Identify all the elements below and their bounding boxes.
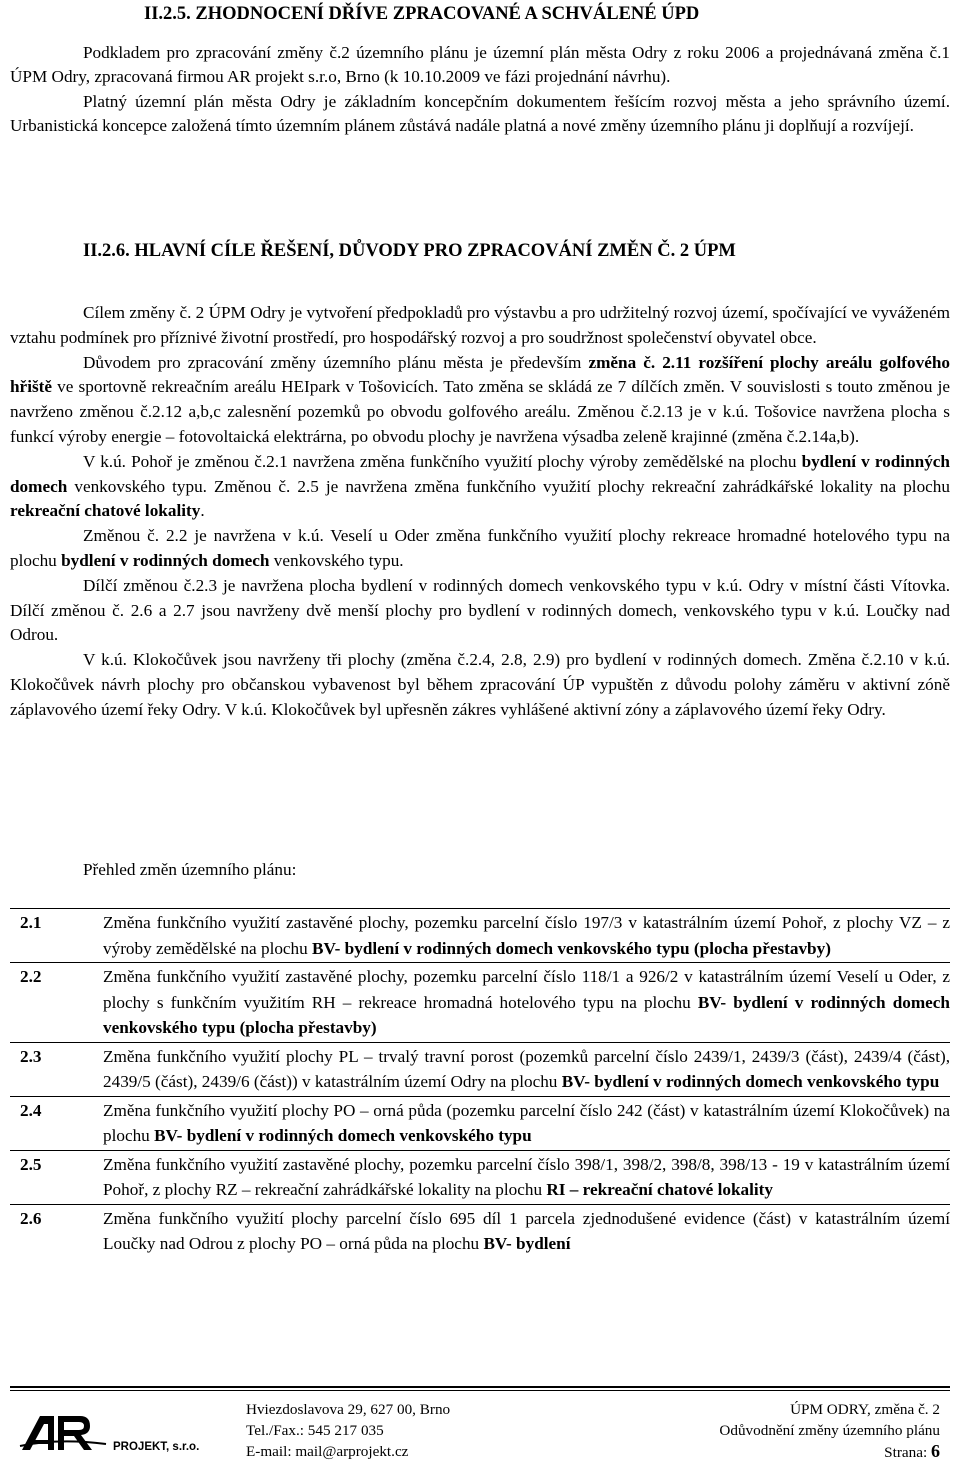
section-2-5-body <box>10 41 950 139</box>
paragraph: Podkladem pro zpracování změny č.2 územního plánu je územní plán města Odry z roku 2006 a projednávaná změna č.1 ÚPM Odry, zpracovaná firmou AR projekt s.r.o, Brno (k 10.10.2009 ve fázi projednání návrhu). <box>10 43 950 87</box>
paragraph: Cílem změny č. 2 ÚPM Odry je vytvoření předpokladů pro výstavbu a pro udržitelný rozvoj území, spočívající ve vyváženém vztahu podmínek pro příznivé životní prostředí, pro hospodářský rozvoj a pro soudržnost společenství obyvatel obce. <box>10 303 950 347</box>
change-description: Změna funkčního využití zastavěné plochy, pozemku parcelní číslo 118/1 a 926/2 v katastrálním území Veselí u Oder, z plochy s funkčním využitím RH – rekreace hromadná hotelového typu na plochu BV- bydlení v rodinných domech venkovského typu (plocha přestavby) <box>103 967 950 1037</box>
change-number: 2.1 <box>20 913 42 932</box>
change-description: Změna funkčního využití zastavěné plochy, pozemku parcelní číslo 197/3 v katastrálním území Pohoř, z plochy VZ – z výroby zemědělské na plochu BV- bydlení v rodinných domech venkovského typu (plocha přestavby) <box>103 913 950 958</box>
change-row <box>10 963 950 1043</box>
phone-line: Tel./Fax.: 545 217 035 <box>246 1422 384 1439</box>
footer-divider <box>10 1390 950 1391</box>
overview-label: Přehled změn územního plánu: <box>83 860 297 879</box>
footer-divider <box>10 1386 950 1388</box>
section-2-6-body <box>10 301 950 723</box>
company-logo <box>18 1410 208 1455</box>
paragraph: Důvodem pro zpracování změny územního plánu města je především změna č. 2.11 rozšíření plochy areálu golfového hřiště ve sportovně rekreačním areálu HEIpark v Tošovicích. Tato změna se skládá ze 7 dílčích změn. V souvislosti s touto změnou je navrženo změnou č.2.12 a,b,c zalesnění pozemků po obvodu golfového areálu. Změnou č.2.13 je v k.ú. Tošovice navržena plocha s funkcí výroby energie – fotovoltaická elektrárna, po obvodu plochy je navržena výsadba zeleně krajinné (změna č.2.14a,b). <box>10 352 950 446</box>
change-number: 2.2 <box>20 967 42 986</box>
change-number: 2.6 <box>20 1208 42 1228</box>
change-description: Změna funkčního využití plochy PO – orná půda (pozemku parcelní číslo 242 (část) v katastrálním území Klokočůvek) na plochu BV- bydlení v rodinných domech venkovského typu <box>103 1100 950 1145</box>
address-line: Hviezdoslavova 29, 627 00, Brno <box>246 1401 451 1418</box>
change-row <box>10 1204 950 1258</box>
paragraph: V k.ú. Pohoř je změnou č.2.1 navržena změna funkčního využití plochy výroby zemědělské na plochu bydlení v rodinných domech venkovského typu. Změnou č. 2.5 je navržena změna funkčního využití plochy rekreační zahrádkářské lokality na plochu rekreační chatové lokality. <box>10 451 950 521</box>
section-heading-2-5: II.2.5. ZHODNOCENÍ DŘÍVE ZPRACOVANÉ A SCHVÁLENÉ ÚPD <box>144 4 700 24</box>
change-row <box>10 909 950 963</box>
change-description: Změna funkčního využití plochy PL – trvalý travní porost (pozemků parcelní číslo 2439/1, 2439/3 (část), 2439/4 (část), 2439/5 (část), 2439/6 (část)) v katastrálním území Odry na plochu BV- bydlení v rodinných domech venkovského typu <box>103 1046 950 1091</box>
change-row <box>10 1150 950 1204</box>
paragraph: V k.ú. Klokočůvek jsou navrženy tři plochy (změna č.2.4, 2.8, 2.9) pro bydlení v rodinných domech. Změna č.2.10 v k.ú. Klokočůvek návrh plochy pro občanskou vybavenost byl během zpracování ÚP vypuštěn z důvodu polohy záměru v aktivní zóně záplavového území řeky Odry. V k.ú. Klokočůvek byl upřesněn zákres vyhlášené aktivní zóny a záplavového území řeky Odry. <box>10 650 950 719</box>
change-number: 2.4 <box>20 1100 42 1120</box>
change-row <box>10 1096 950 1150</box>
footer-doc-info <box>719 1399 940 1463</box>
footer-address <box>246 1399 450 1462</box>
ar-logo-icon <box>18 1410 208 1455</box>
change-number: 2.3 <box>20 1046 42 1066</box>
doc-title: ÚPM ODRY, změna č. 2 <box>790 1401 940 1418</box>
doc-subtitle: Odůvodnění změny územního plánu <box>719 1422 940 1439</box>
paragraph: Platný územní plán města Odry je základním koncepčním dokumentem řešícím rozvoj města a jeho správního území. Urbanistická koncepce založená tímto územním plánem zůstává nadále platná a nové změny územního plánu ji doplňují a rozvíjejí. <box>10 91 950 136</box>
page-indicator: Strana: 6 <box>884 1441 940 1461</box>
email-link[interactable]: E-mail: mail@arprojekt.cz <box>246 1443 409 1460</box>
paragraph: Změnou č. 2.2 je navržena v k.ú. Veselí u Oder změna funkčního využití plochy rekreace hromadné hotelového typu na plochu bydlení v rodinných domech venkovského typu. <box>10 526 950 570</box>
change-number: 2.5 <box>20 1154 42 1174</box>
section-heading-2-6: II.2.6. HLAVNÍ CÍLE ŘEŠENÍ, DŮVODY PRO ZPRACOVÁNÍ ZMĚN Č. 2 ÚPM <box>83 241 736 261</box>
change-description: Změna funkčního využití plochy parcelní číslo 695 díl 1 parcela zjednodušené evidence (část) v katastrálním území Loučky nad Odrou z plochy PO – orná půda na plochu BV- bydlení <box>103 1208 950 1253</box>
changes-table <box>10 908 950 1258</box>
change-description: Změna funkčního využití zastavěné plochy, pozemku parcelní číslo 398/1, 398/2, 398/8, 398/13 - 19 v katastrálním území Pohoř, z plochy RZ – rekreační zahrádkářské lokality na plochu RI – rekreační chatové lokality <box>103 1154 950 1199</box>
paragraph: Dílčí změnou č.2.3 je navržena plocha bydlení v rodinných domech venkovského typu v k.ú. Odry v místní části Vítovka. Dílčí změnou č. 2.6 a 2.7 jsou navrženy dvě menší plochy pro bydlení v rodinných domech, venkovského typu v k.ú. Loučky nad Odrou. <box>10 575 950 645</box>
logo-text: PROJEKT, s.r.o. <box>113 1441 200 1453</box>
change-row <box>10 1042 950 1096</box>
